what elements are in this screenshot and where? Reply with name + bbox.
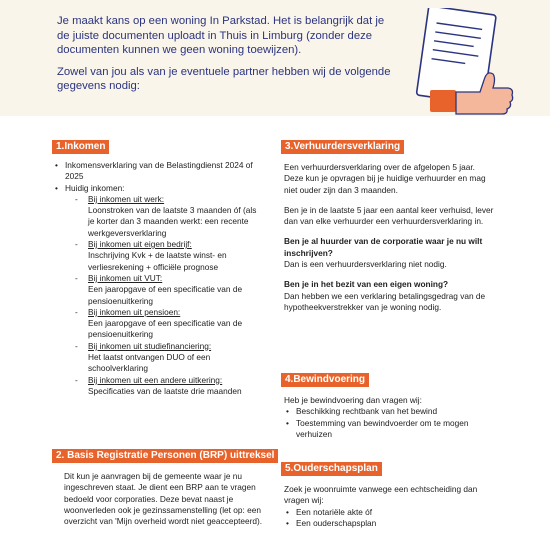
list-item: • Toestemming van bewindvoerder om te mogen verhuizen: [286, 418, 494, 441]
section-heading-bewindvoering: 4.Bewindvoering: [281, 373, 369, 387]
list-item: - Bij inkomen uit eigen bedrijf: Inschrijving Kvk + de laatste winst- en verliesrekening + officiële prognose: [75, 239, 265, 273]
section-bewindvoering: [284, 395, 494, 440]
verhuurder-question-2: Ben je in het bezit van een eigen woning?: [284, 279, 449, 290]
income-type-label: Bij inkomen uit studiefinanciering:: [88, 340, 212, 351]
huidig-inkomen-label: Huidig inkomen:: [65, 182, 125, 193]
verhuurder-paragraph-2: Ben je in de laatste 5 jaar een aantal keer verhuisd, lever dan van elke verhuurder een verhuurdersverklaring in.: [284, 204, 494, 227]
intro-paragraph-2: Zowel van jou als van je eventuele partner hebben wij de volgende gegevens nodig:: [57, 65, 391, 93]
income-type-list: [75, 194, 265, 397]
section-heading-verhuurdersverklaring: 3.Verhuurdersverklaring: [281, 140, 404, 154]
brp-text: Dit kun je aanvragen bij de gemeente waar je nu ingeschreven staat. Je dient een BRP aan te vragen bedoeld voor corporaties. Deze bevat naast je woonverleden ook je gezinssamenstelling (let op: een overzicht van 'Mijn overheid wordt niet geaccepteerd).: [64, 471, 263, 527]
list-item: - Bij inkomen uit pensioen: Een jaaropgave of een specificatie van de pensioenuitkering: [75, 307, 265, 341]
bewind-intro: Heb je bewindvoering dan vragen wij:: [284, 395, 422, 405]
income-type-label: Bij inkomen uit eigen bedrijf:: [88, 239, 192, 250]
verhuurder-question-1: Ben je al huurder van de corporatie waar je nu wilt inschrijven?: [284, 236, 483, 258]
section-heading-brp: 2. Basis Registratie Personen (BRP) uittreksel: [52, 449, 278, 463]
section-ouderschapsplan: [284, 484, 494, 529]
verhuurder-paragraph-1: Een verhuurdersverklaring over de afgelopen 5 jaar. Deze kun je opvragen bij je huidige verhuurder en mag niet ouder zijn dan 3 maanden.: [284, 162, 486, 195]
income-type-label: Bij inkomen uit VUT:: [88, 272, 163, 283]
list-item: - Bij inkomen uit VUT: Een jaaropgave of een specificatie van de pensioenuitkering: [75, 273, 265, 307]
intro-text: [57, 14, 397, 101]
ouder-intro: Zoek je woonruimte vanwege een echtscheiding dan vragen wij:: [284, 484, 478, 506]
income-type-label: Bij inkomen uit werk:: [88, 193, 165, 204]
section-heading-inkomen: 1.Inkomen: [52, 140, 109, 154]
list-item: - Bij inkomen uit studiefinanciering: Het laatst ontvangen DUO of een schoolverklaring: [75, 341, 265, 375]
income-type-label: Bij inkomen uit een andere uitkering:: [88, 374, 223, 385]
section-verhuurdersverklaring: [284, 162, 494, 313]
list-item: • Beschikking rechtbank van het bewind: [286, 406, 494, 417]
list-item: - Bij inkomen uit werk: Loonstroken van de laatste 3 maanden óf (als je korter dan 3 maanden werkt: een recente werkgeversverklaring: [75, 194, 265, 239]
section-brp: [64, 471, 269, 527]
list-item: • Een ouderschapsplan: [286, 518, 494, 529]
intro-banner: [0, 0, 550, 116]
list-item: [55, 183, 265, 398]
list-item: • Een notariële akte óf: [286, 507, 494, 518]
verhuurder-answer-1: Dan is een verhuurdersverklaring niet nodig.: [284, 259, 447, 270]
list-item: • Inkomensverklaring van de Belastingdienst 2024 of 2025: [55, 160, 265, 183]
income-type-label: Bij inkomen uit pensioen:: [88, 306, 181, 317]
intro-paragraph-1: Je maakt kans op een woning In Parkstad. Het is belangrijk dat je de juiste documenten uploadt in Thuis in Limburg (zonder deze documenten kunnen we geen woning toewijzen).: [57, 15, 385, 57]
list-item: - Bij inkomen uit een andere uitkering: Specificaties van de laatste drie maanden: [75, 375, 265, 398]
document-thumbs-up-icon: [400, 8, 540, 118]
section-heading-ouderschapsplan: 5.Ouderschapsplan: [281, 462, 382, 476]
verhuurder-answer-2: Dan hebben we een verklaring betalingsgedrag van de hypotheekverstrekker van je woning nodig.: [284, 290, 486, 312]
section-inkomen: [55, 160, 265, 397]
